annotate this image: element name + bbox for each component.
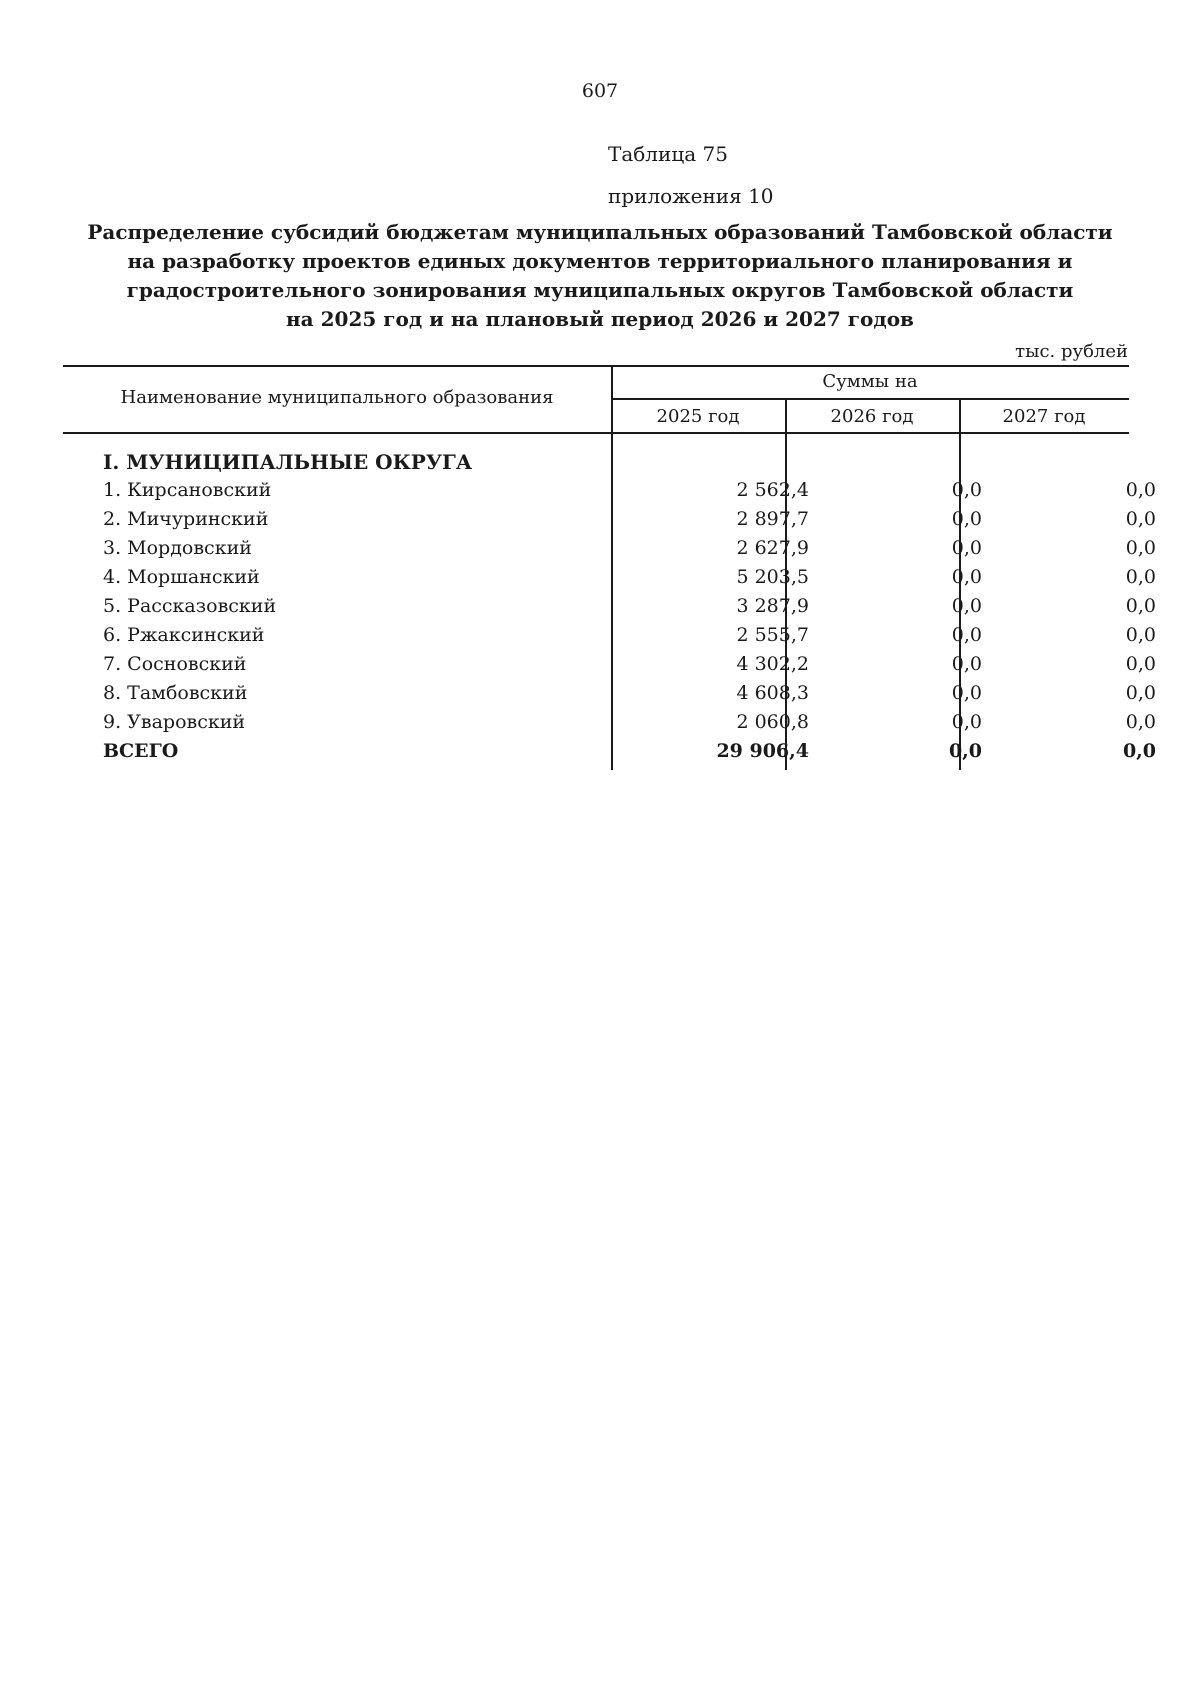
page-number: 607 [581,80,619,102]
table-row [63,595,1156,624]
subsidy-table [63,365,1156,770]
table-row [63,508,1156,537]
title-line-2: на разработку проектов единых документов территориального планирования и [127,249,1073,273]
row-value-2026: 0,0 [951,624,982,646]
table-row [63,653,1156,682]
table-row [63,682,1156,711]
row-value-2027: 0,0 [1125,508,1156,530]
document-title [60,218,1140,334]
row-value-2027: 0,0 [1125,566,1156,588]
group-header-divider [611,398,1129,400]
table-row [63,566,1156,595]
table-row [63,537,1156,566]
total-value-2026: 0,0 [948,740,982,762]
row-value-2027: 0,0 [1125,653,1156,675]
row-name: 4. Моршанский [103,566,260,588]
row-value-2026: 0,0 [951,479,982,501]
section-title-row [63,450,1129,479]
header-name-column: Наименование муниципального образования [120,387,554,408]
total-value-2025: 29 906,4 [716,740,809,762]
row-value-2027: 0,0 [1125,595,1156,617]
header-year-2025: 2025 год [656,406,740,427]
row-value-2025: 2 562,4 [736,479,809,501]
appendix-reference: приложения 10 [608,184,774,208]
row-value-2027: 0,0 [1125,479,1156,501]
row-value-2027: 0,0 [1125,624,1156,646]
title-line-1: Распределение субсидий бюджетам муниципальных образований Тамбовской области [87,220,1113,244]
row-value-2025: 2 555,7 [736,624,809,646]
row-value-2025: 2 060,8 [736,711,809,733]
row-value-2026: 0,0 [951,653,982,675]
row-value-2025: 4 302,2 [736,653,809,675]
row-value-2025: 2 897,7 [736,508,809,530]
row-name: 8. Тамбовский [103,682,248,704]
row-value-2026: 0,0 [951,508,982,530]
header-bottom-border [63,432,1129,434]
header-year-2026: 2026 год [830,406,914,427]
row-name: 5. Рассказовский [103,595,277,617]
total-value-2027: 0,0 [1122,740,1156,762]
header-sums-group: Суммы на [822,371,918,392]
section-title: I. МУНИЦИПАЛЬНЫЕ ОКРУГА [103,450,473,474]
row-value-2025: 3 287,9 [736,595,809,617]
table-row [63,711,1156,740]
title-line-3: градостроительного зонирования муниципальных округов Тамбовской области [126,278,1074,302]
row-name: 3. Мордовский [103,537,252,559]
total-row [63,740,1156,769]
units-label: тыс. рублей [1015,341,1128,362]
title-line-4: на 2025 год и на плановый период 2026 и 2027 годов [286,307,914,331]
row-value-2025: 2 627,9 [736,537,809,559]
total-label: ВСЕГО [103,740,179,762]
table-row [63,479,1156,508]
row-name: 2. Мичуринский [103,508,269,530]
header-year-2027: 2027 год [1002,406,1086,427]
row-name: 6. Ржаксинский [103,624,265,646]
row-value-2025: 4 608,3 [736,682,809,704]
row-value-2026: 0,0 [951,566,982,588]
table-row [63,624,1156,653]
row-value-2026: 0,0 [951,537,982,559]
row-name: 9. Уваровский [103,711,246,733]
row-value-2025: 5 203,5 [736,566,809,588]
row-name: 7. Сосновский [103,653,247,675]
row-value-2026: 0,0 [951,711,982,733]
row-value-2027: 0,0 [1125,537,1156,559]
row-value-2027: 0,0 [1125,682,1156,704]
row-value-2026: 0,0 [951,682,982,704]
table-number: Таблица 75 [608,142,728,166]
table-top-border [63,365,1129,367]
row-value-2026: 0,0 [951,595,982,617]
row-value-2027: 0,0 [1125,711,1156,733]
row-name: 1. Кирсановский [103,479,272,501]
